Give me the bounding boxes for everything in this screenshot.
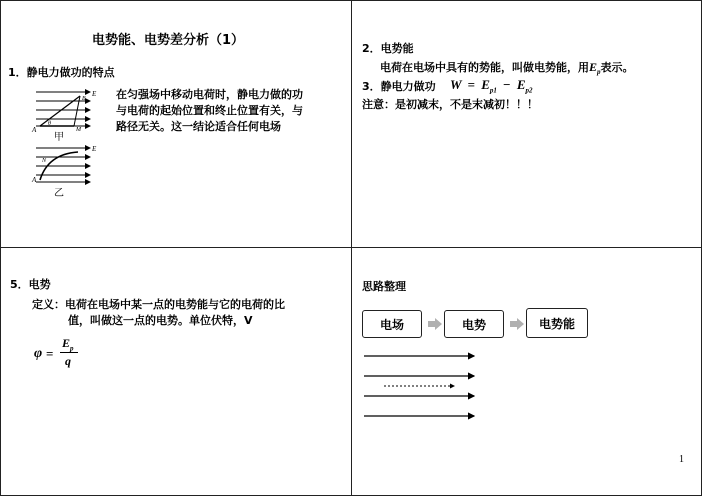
label-E: E xyxy=(92,145,97,153)
quadrant-top-right xyxy=(352,0,701,247)
label-A: A xyxy=(32,126,37,134)
label-M: M xyxy=(76,127,81,133)
figure-jia-caption: 甲 xyxy=(54,132,64,143)
para-line-1: 在匀强场中移动电荷时，静电力做的功 xyxy=(116,88,303,101)
quadrant-top-left xyxy=(0,0,351,247)
label-A: A xyxy=(32,176,37,184)
page-title: 电势能、电势差分析（1） xyxy=(92,33,245,48)
figure-jia xyxy=(30,86,102,142)
section-heading-3: 3．静电力做功 xyxy=(362,80,436,93)
label-theta: θ xyxy=(48,121,51,127)
label-N: N xyxy=(42,158,47,164)
potential-formula: φ = $E_p$ q xyxy=(34,336,84,370)
label-B: B xyxy=(82,96,86,102)
box-potential-energy: 电势能 xyxy=(526,308,588,338)
arrow-sketch xyxy=(362,348,482,424)
work-formula: $W = E_{p1} - E_{p2}$ xyxy=(450,77,533,95)
note-text: 注意：是初减末，不是末减初！！！ xyxy=(362,98,538,111)
potential-def-line-1: 定义：电荷在电场中某一点的电势能与它的电荷的比 xyxy=(32,298,285,311)
potential-def-line-2: 值，叫做这一点的电势。单位伏特，V xyxy=(68,314,253,327)
chevron-right-icon xyxy=(510,318,524,330)
box-electric-potential: 电势 xyxy=(444,310,504,338)
quadrant-bottom-left xyxy=(0,248,351,495)
section-heading-5: 5．电势 xyxy=(10,278,51,291)
para-line-3: 路径无关。这一结论适合任何电场 xyxy=(116,120,281,133)
potential-energy-definition: 电荷在电场中具有的势能，叫做电势能，用$E_p$表示。 xyxy=(380,60,634,77)
quadrant-bottom-right xyxy=(352,248,701,495)
label-E: E xyxy=(92,90,97,98)
section-heading-1: 1．静电力做功的特点 xyxy=(8,66,115,79)
box-electric-field: 电场 xyxy=(362,310,422,338)
section-heading-summary: 思路整理 xyxy=(362,280,406,293)
para-line-2: 与电荷的起始位置和终止位置有关，与 xyxy=(116,104,303,117)
figure-yi xyxy=(30,142,102,188)
page-number: 1 xyxy=(679,454,684,465)
chevron-right-icon xyxy=(428,318,442,330)
figure-yi-caption: 乙 xyxy=(54,188,64,199)
fraction-bar xyxy=(60,352,78,353)
section-heading-2: 2．电势能 xyxy=(362,42,414,55)
